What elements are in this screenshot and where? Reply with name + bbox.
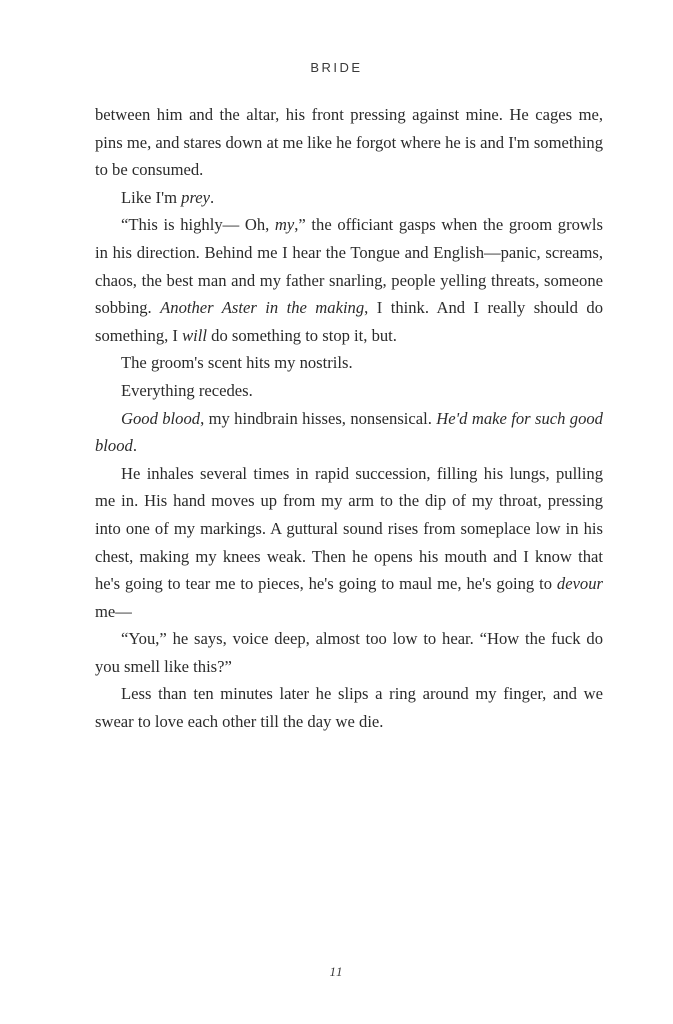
paragraph-4 bbox=[95, 349, 603, 377]
italic-segment: Another Aster in the making bbox=[160, 298, 365, 318]
paragraph-1 bbox=[95, 101, 603, 184]
text-segment: “This is highly— Oh, bbox=[121, 215, 275, 235]
text-segment: , I think. And I really should do something, I bbox=[95, 298, 603, 345]
paragraph-7 bbox=[95, 460, 603, 626]
italic-segment: He'd make for such good blood bbox=[95, 408, 603, 456]
paragraph-8 bbox=[95, 625, 603, 680]
running-head: BRIDE bbox=[310, 60, 363, 75]
italic-segment: devour bbox=[556, 574, 603, 594]
body-text bbox=[95, 101, 603, 736]
italic-segment: Good blood bbox=[121, 408, 201, 428]
text-segment: Like I'm bbox=[121, 187, 182, 207]
paragraph-3 bbox=[95, 211, 603, 349]
text-segment: do something to stop it, but. bbox=[207, 325, 397, 345]
paragraph-2 bbox=[95, 184, 603, 212]
text-segment: me— bbox=[95, 601, 132, 621]
paragraph-5 bbox=[95, 377, 603, 405]
text-segment: , my hindbrain hisses, nonsensical. bbox=[200, 408, 437, 428]
paragraph-9 bbox=[95, 680, 603, 735]
text-segment: ,” the officiant gasps when the groom growls in his direction. Behind me I hear the Tongue and English—panic, screams, chaos, the best man and my father snarling, people yelling threats, someone sobbing. bbox=[95, 215, 603, 318]
page-number: 11 bbox=[329, 964, 344, 979]
text-segment: Less than ten minutes later he slips a ring around my finger, and we swear to love each other till the day we die. bbox=[95, 684, 603, 732]
text-segment: “You,” he says, voice deep, almost too low to hear. “How the fuck do you smell like this?” bbox=[95, 629, 603, 676]
italic-segment: will bbox=[182, 325, 208, 345]
text-segment: . bbox=[210, 187, 215, 207]
italic-segment: prey bbox=[181, 187, 211, 207]
paragraph-6 bbox=[95, 405, 603, 460]
text-segment: Everything recedes. bbox=[121, 380, 253, 400]
text-segment: The groom's scent hits my nostrils. bbox=[121, 353, 353, 373]
italic-segment: my bbox=[274, 215, 295, 235]
text-segment: He inhales several times in rapid succession, filling his lungs, pulling me in. His hand moves up from my arm to the dip of my throat, pressing into one of my markings. A guttural sound rises from someplace low in his chest, making my knees weak. Then he opens his mouth and I know that he's going to tear me to pieces, he's going to maul me, he's going to bbox=[95, 463, 603, 594]
text-segment: . bbox=[132, 436, 137, 456]
text-segment: between him and the altar, his front pressing against mine. He cages me, pins me, and stares down at me like he forgot where he is and I'm something to be consumed. bbox=[95, 105, 603, 180]
